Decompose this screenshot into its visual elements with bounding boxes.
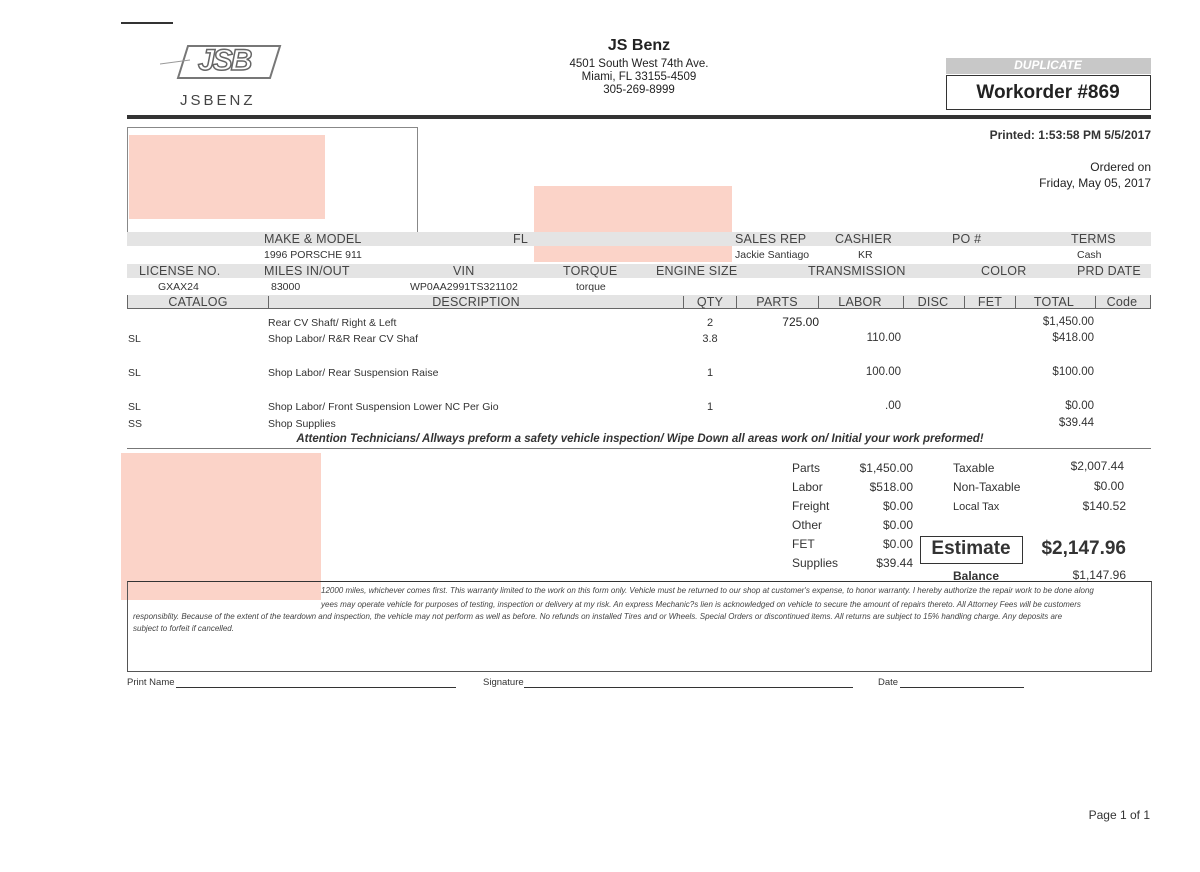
- engine-size-label: ENGINE SIZE: [656, 264, 738, 278]
- row-labor: 100.00: [865, 366, 901, 378]
- terms-line3: responsiblity. Because of the extent of the teardown and inspection, the vehicle may not perform as well as before. No refunds on installed Tires and or Wheels. Special Orders or discontinued items. All returns are subject to 15% handling charge. Any deposits are: [133, 612, 1063, 621]
- make-model-value: 1996 PORSCHE 911: [264, 249, 362, 261]
- row-qty: 1: [706, 401, 714, 413]
- summary-other-label: Other: [792, 518, 823, 532]
- row-description: Shop Supplies: [268, 418, 336, 430]
- col-description: DESCRIPTION: [432, 295, 520, 309]
- summary-supplies-value: $39.44: [876, 556, 913, 570]
- vin-value: WP0AA2991TS321102: [410, 281, 518, 293]
- row-total: $100.00: [1052, 366, 1094, 378]
- col-code: Code: [1106, 295, 1138, 309]
- row-description: Shop Labor/ R&R Rear CV Shaf: [268, 333, 418, 345]
- company-phone: 305-269-8999: [603, 84, 675, 96]
- col-disc: DISC: [917, 295, 949, 309]
- summary-freight-value: $0.00: [882, 499, 913, 513]
- row-total: $1,450.00: [1042, 316, 1094, 328]
- print-name-line[interactable]: [176, 687, 456, 688]
- row-description: Shop Labor/ Rear Suspension Raise: [268, 367, 439, 379]
- notes-redaction: [121, 453, 321, 600]
- summary-localtax-label: Local Tax: [953, 501, 1000, 513]
- ordered-on-label: Ordered on: [1090, 160, 1151, 174]
- ordered-on-date: Friday, May 05, 2017: [1039, 176, 1151, 190]
- row-catalog: SS: [128, 418, 143, 430]
- row-total: $0.00: [1065, 400, 1094, 412]
- estimate-value: $2,147.96: [1041, 538, 1126, 559]
- miles-value: 83000: [271, 281, 301, 293]
- customer-redaction: [129, 135, 325, 219]
- summary-nontaxable-value: $0.00: [1093, 479, 1124, 493]
- summary-supplies-label: Supplies: [792, 556, 839, 570]
- license-value: GXAX24: [158, 281, 199, 293]
- summary-nontaxable-label: Non-Taxable: [953, 480, 1021, 494]
- balance-label: Balance: [953, 569, 1000, 583]
- row-description: Rear CV Shaft/ Right & Left: [268, 317, 397, 329]
- summary-fet-value: $0.00: [882, 537, 913, 551]
- date-label: Date: [878, 677, 899, 688]
- date-line[interactable]: [900, 687, 1024, 688]
- printed-timestamp: Printed: 1:53:58 PM 5/5/2017: [989, 128, 1151, 142]
- company-address1: 4501 South West 74th Ave.: [569, 58, 709, 70]
- license-label: LICENSE NO.: [139, 264, 221, 278]
- summary-fet-label: FET: [792, 537, 815, 551]
- col-labor: LABOR: [838, 295, 882, 309]
- row-labor: .00: [885, 400, 901, 412]
- summary-other-value: $0.00: [882, 518, 913, 532]
- logo-text: JSBENZ: [180, 92, 256, 109]
- summary-taxable-value: $2,007.44: [1070, 459, 1124, 473]
- attention-notice: Attention Technicians/ Allways preform a safety vehicle inspection/ Wipe Down all areas work on/ Initial your work preformed!: [296, 433, 984, 445]
- row-total: $39.44: [1058, 417, 1094, 429]
- print-name-label: Print Name: [127, 677, 175, 688]
- summary-freight-label: Freight: [792, 499, 830, 513]
- top-mark: [121, 22, 173, 24]
- sales-rep-value: Jackie Santiago: [735, 249, 810, 261]
- row-parts: 725.00: [782, 315, 819, 329]
- col-fet: FET: [977, 295, 1003, 309]
- cashier-label: CASHIER: [835, 232, 892, 246]
- company-name: JS Benz: [607, 37, 671, 54]
- attention-rule: [127, 448, 1151, 449]
- terms-value: Cash: [1077, 249, 1102, 261]
- company-address2: Miami, FL 33155-4509: [581, 71, 697, 83]
- row-qty: 2: [706, 317, 714, 329]
- col-total: TOTAL: [1033, 295, 1075, 309]
- terms-label: TERMS: [1071, 232, 1116, 246]
- terms-line2: yees may operate vehicle for purposes of testing, inspection or delivery at my risk. An express Mechanic?s lien is acknowledged on vehicle to secure the amount of repairs thereto. All Attorney Fees will be customers: [321, 600, 1081, 609]
- page-number: Page 1 of 1: [1088, 808, 1150, 822]
- row-catalog: SL: [128, 367, 141, 379]
- make-model-label: MAKE & MODEL: [264, 232, 362, 246]
- logo-mark: JSB: [198, 44, 251, 77]
- vehicle-redaction: [534, 186, 732, 262]
- summary-labor-value: $518.00: [869, 480, 913, 494]
- company-logo: [160, 38, 290, 86]
- estimate-label: Estimate: [931, 538, 1011, 559]
- fl-label: FL: [513, 232, 528, 246]
- miles-label: MILES IN/OUT: [264, 264, 350, 278]
- col-qty: QTY: [696, 295, 724, 309]
- signature-line[interactable]: [524, 687, 853, 688]
- torque-value: torque: [576, 281, 606, 293]
- summary-localtax-value: $140.52: [1082, 499, 1126, 513]
- row-labor: 110.00: [866, 332, 901, 344]
- terms-line1: 12000 miles, whichever comes first. This warranty limited to the work on this form only. Vehicle must be returned to our shop at customer's expense, to honor warranty. I hereby authorize the repair work to be done along: [321, 586, 1094, 595]
- terms-line4: subject to forfeit if cancelled.: [133, 624, 234, 633]
- summary-taxable-label: Taxable: [953, 461, 995, 475]
- color-label: COLOR: [981, 264, 1027, 278]
- row-catalog: SL: [128, 333, 141, 345]
- transmission-label: TRANSMISSION: [808, 264, 906, 278]
- summary-parts-value: $1,450.00: [859, 461, 913, 475]
- vin-label: VIN: [453, 264, 475, 278]
- torque-label: TORQUE: [563, 264, 618, 278]
- po-label: PO #: [952, 232, 982, 246]
- summary-parts-label: Parts: [792, 461, 821, 475]
- balance-value: $1,147.96: [1072, 568, 1126, 582]
- col-parts: PARTS: [756, 295, 798, 309]
- workorder-title: Workorder #869: [976, 82, 1120, 103]
- col-catalog: CATALOG: [168, 295, 228, 309]
- cashier-value: KR: [858, 249, 873, 261]
- sales-rep-label: SALES REP: [735, 232, 807, 246]
- prd-date-label: PRD DATE: [1077, 264, 1141, 278]
- duplicate-label: DUPLICATE: [1014, 58, 1082, 72]
- row-description: Shop Labor/ Front Suspension Lower NC Per Gio: [268, 401, 499, 413]
- row-qty: 1: [706, 367, 714, 379]
- header-rule: [127, 115, 1151, 119]
- signature-label: Signature: [483, 677, 524, 688]
- row-total: $418.00: [1052, 332, 1094, 344]
- summary-labor-label: Labor: [792, 480, 823, 494]
- row-catalog: SL: [128, 401, 141, 413]
- row-qty: 3.8: [702, 333, 718, 345]
